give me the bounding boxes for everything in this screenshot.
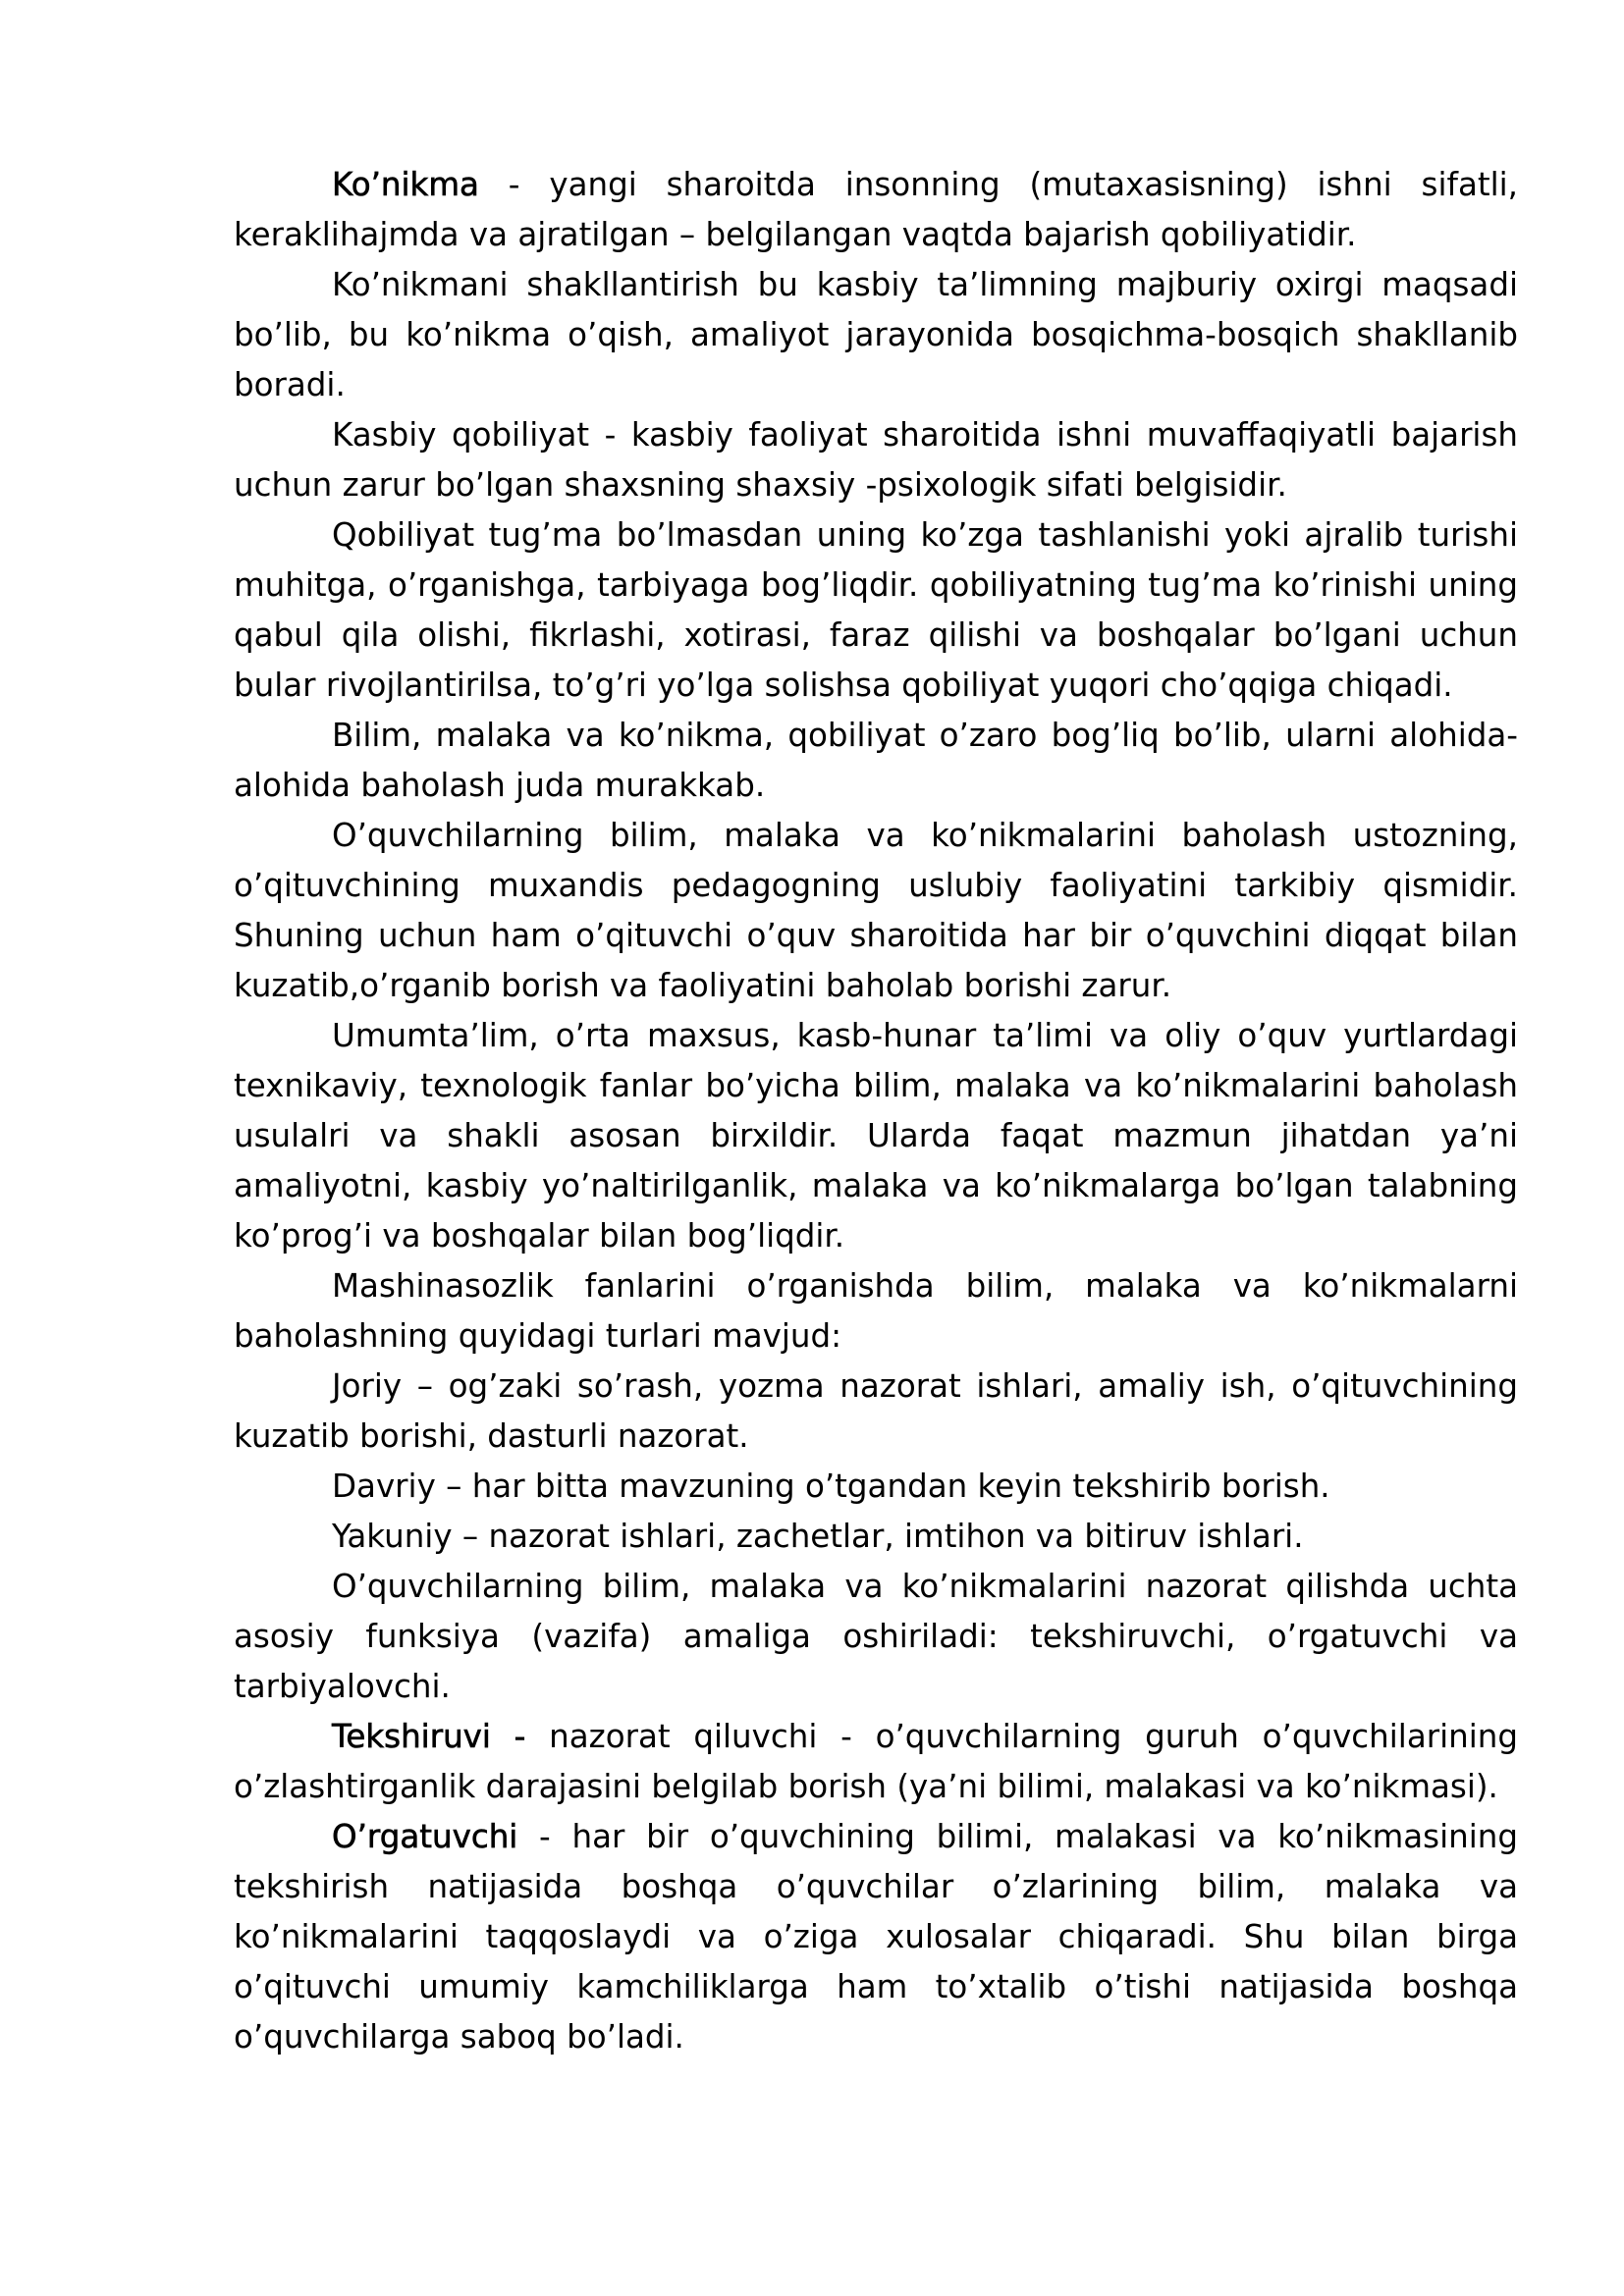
paragraph bbox=[234, 1261, 1518, 1362]
paragraph bbox=[234, 1812, 1518, 2062]
paragraph bbox=[234, 1512, 1518, 1562]
paragraph bbox=[234, 1462, 1518, 1512]
paragraph-term: O’rgatuvchi bbox=[332, 1818, 518, 1855]
paragraph bbox=[234, 1712, 1518, 1812]
paragraph-text: Davriy – har bitta mavzuning o’tgandan keyin tekshirib borish. bbox=[332, 1468, 1330, 1505]
paragraph bbox=[234, 1362, 1518, 1462]
paragraph-text: - yangi sharoitda insonning (mutaxasisning) ishni sifatli, keraklihajmda va ajratilgan – belgilangan vaqtda bajarish qobiliyatidir. bbox=[234, 166, 1518, 253]
paragraph-text: Yakuniy – nazorat ishlari, zachetlar, imtihon va bitiruv ishlari. bbox=[332, 1518, 1304, 1555]
paragraph-text: O’quvchilarning bilim, malaka va ko’nikmalarini nazorat qilishda uchta asosiy funksiya (vazifa) amaliga oshiriladi: tekshiruvchi, o’rgatuvchi va tarbiyalovchi. bbox=[234, 1568, 1518, 1705]
paragraph bbox=[234, 1011, 1518, 1261]
paragraph bbox=[234, 160, 1518, 260]
document-body bbox=[234, 160, 1518, 2062]
paragraph bbox=[234, 510, 1518, 711]
paragraph-text: nazorat qiluvchi - o’quvchilarning guruh o’quvchilarining o’zlashtirganlik darajasini belgilab borish (ya’ni bilimi, malakasi va ko’nikmasi). bbox=[234, 1718, 1518, 1805]
paragraph bbox=[234, 811, 1518, 1011]
paragraph-term: Tekshiruvi - bbox=[332, 1718, 526, 1755]
paragraph-text: Qobiliyat tug’ma bo’lmasdan uning ko’zga tashlanishi yoki ajralib turishi muhitga, o’rganishga, tarbiyaga bog’liqdir. qobiliyatning tug’ma ko’rinishi uning qabul qila olishi, fikrlashi, xotirasi, faraz qilishi va boshqalar bo’lgani uchun bular rivojlantirilsa, to’g’ri yo’lga solishsa qobiliyat yuqori cho’qqiga chiqadi. bbox=[234, 516, 1518, 704]
paragraph bbox=[234, 410, 1518, 510]
paragraph bbox=[234, 1562, 1518, 1712]
paragraph-text: Joriy – og’zaki so’rash, yozma nazorat ishlari, amaliy ish, o’qituvchining kuzatib borishi, dasturli nazorat. bbox=[234, 1367, 1518, 1455]
paragraph-text: O’quvchilarning bilim, malaka va ko’nikmalarini baholash ustozning, o’qituvchining muxandis pedagogning uslubiy faoliyatini tarkibiy qismidir. Shuning uchun ham o’qituvchi o’quv sharoitida har bir o’quvchini diqqat bilan kuzatib,o’rganib borish va faoliyatini baholab borishi zarur. bbox=[234, 817, 1518, 1004]
paragraph-text: Kasbiy qobiliyat - kasbiy faoliyat sharoitida ishni muvaffaqiyatli bajarish uchun zarur bo’lgan shaxsning shaxsiy -psixologik sifati belgisidir. bbox=[234, 416, 1518, 504]
paragraph-text: Bilim, malaka va ko’nikma, qobiliyat o’zaro bog’liq bo’lib, ularni alohida-alohida baholash juda murakkab. bbox=[234, 717, 1518, 804]
paragraph-text: Umumta’lim, o’rta maxsus, kasb-hunar ta’limi va oliy o’quv yurtlardagi texnikaviy, texnologik fanlar bo’yicha bilim, malaka va ko’nikmalarini baholash usulalri va shakli asosan birxildir. Ularda faqat mazmun jihatdan ya’ni amaliyotni, kasbiy yo’naltirilganlik, malaka va ko’nikmalarga bo’lgan talabning ko’prog’i va boshqalar bilan bog’liqdir. bbox=[234, 1017, 1518, 1255]
paragraph-term: Ko’nikma bbox=[332, 166, 479, 203]
paragraph bbox=[234, 260, 1518, 410]
paragraph bbox=[234, 711, 1518, 811]
paragraph-text: - har bir o’quvchining bilimi, malakasi va ko’nikmasining tekshirish natijasida boshqa o’quvchilar o’zlarining bilim, malaka va ko’nikmalarini taqqoslaydi va o’ziga xulosalar chiqaradi. Shu bilan birga o’qituvchi umumiy kamchiliklarga ham to’xtalib o’tishi natijasida boshqa o’quvchilarga saboq bo’ladi. bbox=[234, 1818, 1518, 2056]
paragraph-text: Mashinasozlik fanlarini o’rganishda bilim, malaka va ko’nikmalarni baholashning quyidagi turlari mavjud: bbox=[234, 1267, 1518, 1355]
paragraph-text: Ko’nikmani shakllantirish bu kasbiy ta’limning majburiy oxirgi maqsadi bo’lib, bu ko’nikma o’qish, amaliyot jarayonida bosqichma-bosqich shakllanib boradi. bbox=[234, 266, 1518, 403]
